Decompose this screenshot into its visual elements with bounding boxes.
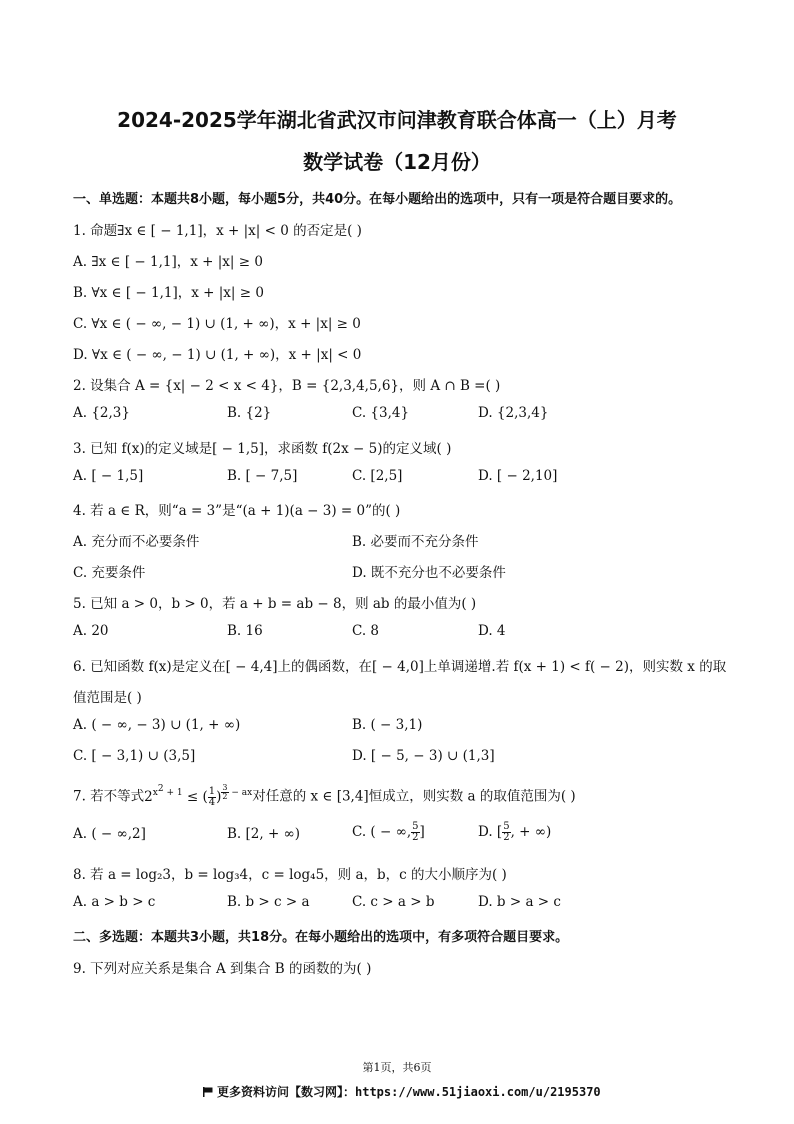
q3-option-c: C. [2,5]: [352, 468, 403, 484]
q1-option-a: A. ∃x ∈ [ − 1,1]，x + |x| ≥ 0: [73, 254, 263, 270]
q7-option-c: C. ( − ∞, $\frac{5}{2}$ ]: [352, 821, 425, 843]
question-4: 4. 若 a ∈ R，则“a = 3”是“(a + 1)(a − 3) = 0”的( ): [73, 503, 401, 519]
resource-link-text[interactable]: 更多资料访问【数习网】：https://www.51jiaoxi.com/u/2195370: [217, 1085, 601, 1099]
flag-icon: [203, 1087, 213, 1097]
q8-option-a: A. a > b > c: [73, 894, 156, 910]
exam-title-line2: 数学试卷（12月份）: [303, 150, 491, 174]
q7-suffix: 对任意的 x ∈ [3,4]恒成立，则实数 a 的取值范围为( ): [252, 788, 576, 805]
q5-option-d: D. 4: [478, 623, 506, 639]
q6-option-d: D. [ − 5, − 3) ∪ (1,3]: [352, 748, 495, 764]
question-9: 9. 下列对应关系是集合 A 到集合 B 的函数的为( ): [73, 961, 372, 977]
q4-option-c: C. 充要条件: [73, 565, 146, 581]
q6-option-a: A. ( − ∞, − 3) ∪ (1, + ∞): [73, 717, 241, 733]
q8-option-c: C. c > a > b: [352, 894, 435, 910]
q3-option-a: A. [ − 1,5]: [73, 468, 144, 484]
page-number-footer: 第1页，共6页: [362, 1061, 432, 1074]
q5-option-b: B. 16: [227, 623, 263, 639]
exam-title-line1: 2024-2025学年湖北省武汉市问津教育联合体高一（上）月考: [117, 108, 677, 132]
q7-inequality: $2^{x^2 + 1}$ ≤ ( $\frac{1}{4}$ ) $^{\frac{3}{2} - ax}$: [144, 783, 253, 808]
q7-prefix: 7. 若不等式: [73, 788, 145, 805]
resource-link-banner[interactable]: [203, 1083, 601, 1100]
q3-option-d: D. [ − 2,10]: [478, 468, 558, 484]
question-7: [73, 784, 576, 808]
q8-option-d: D. b > a > c: [478, 894, 561, 910]
q1-option-b: B. ∀x ∈ [ − 1,1]，x + |x| ≥ 0: [73, 285, 264, 301]
q1-option-d: D. ∀x ∈ ( − ∞, − 1) ∪ (1, + ∞)，x + |x| < 0: [73, 347, 362, 363]
q2-option-c: C. {3,4}: [352, 405, 410, 421]
q4-option-a: A. 充分而不必要条件: [73, 534, 200, 550]
q8-option-b: B. b > c > a: [227, 894, 310, 910]
question-1: 1. 命题∃x ∈ [ − 1,1]，x + |x| < 0 的否定是( ): [73, 223, 362, 239]
q6-option-b: B. ( − 3,1): [352, 717, 423, 733]
q2-option-b: B. {2}: [227, 405, 272, 421]
question-8: 8. 若 a = log₂3，b = log₃4，c = log₄5，则 a，b，c 的大小顺序为( ): [73, 867, 507, 883]
q2-option-d: D. {2,3,4}: [478, 405, 549, 421]
q5-option-c: C. 8: [352, 623, 380, 639]
q6-option-c: C. [ − 3,1) ∪ (3,5]: [73, 748, 196, 764]
q4-option-b: B. 必要而不充分条件: [352, 534, 479, 550]
q2-option-a: A. {2,3}: [73, 405, 130, 421]
q7-option-a: A. ( − ∞,2]: [73, 826, 146, 842]
q7-option-d: D. [ $\frac{5}{2}$ , + ∞): [478, 821, 552, 843]
q3-option-b: B. [ − 7,5]: [227, 468, 298, 484]
q5-option-a: A. 20: [73, 623, 109, 639]
q1-option-c: C. ∀x ∈ ( − ∞, − 1) ∪ (1, + ∞)，x + |x| ≥ 0: [73, 316, 361, 332]
question-2: 2. 设集合 A = {x| − 2 < x < 4}，B = {2,3,4,5,6}，则 A ∩ B =( ): [73, 378, 501, 394]
question-5: 5. 已知 a > 0，b > 0，若 a + b = ab − 8，则 ab 的最小值为( ): [73, 596, 477, 612]
question-6-line2: 值范围是( ): [73, 690, 142, 706]
section-heading-single-choice: 一、单选题：本题共8小题，每小题5分，共40分。在每小题给出的选项中，只有一项是符合题目要求的。: [73, 192, 682, 207]
q4-option-d: D. 既不充分也不必要条件: [352, 565, 506, 581]
q7-option-b: B. [2, + ∞): [227, 826, 301, 842]
section-heading-multiple-choice: 二、多选题：本题共3小题，共18分。在每小题给出的选项中，有多项符合题目要求。: [73, 930, 569, 945]
question-6-line1: 6. 已知函数 f(x)是定义在[ − 4,4]上的偶函数，在[ − 4,0]上单调递增.若 f(x + 1) < f( − 2)，则实数 x 的取: [73, 659, 727, 675]
question-3: 3. 已知 f(x)的定义域是[ − 1,5]，求函数 f(2x − 5)的定义域( ): [73, 441, 452, 457]
